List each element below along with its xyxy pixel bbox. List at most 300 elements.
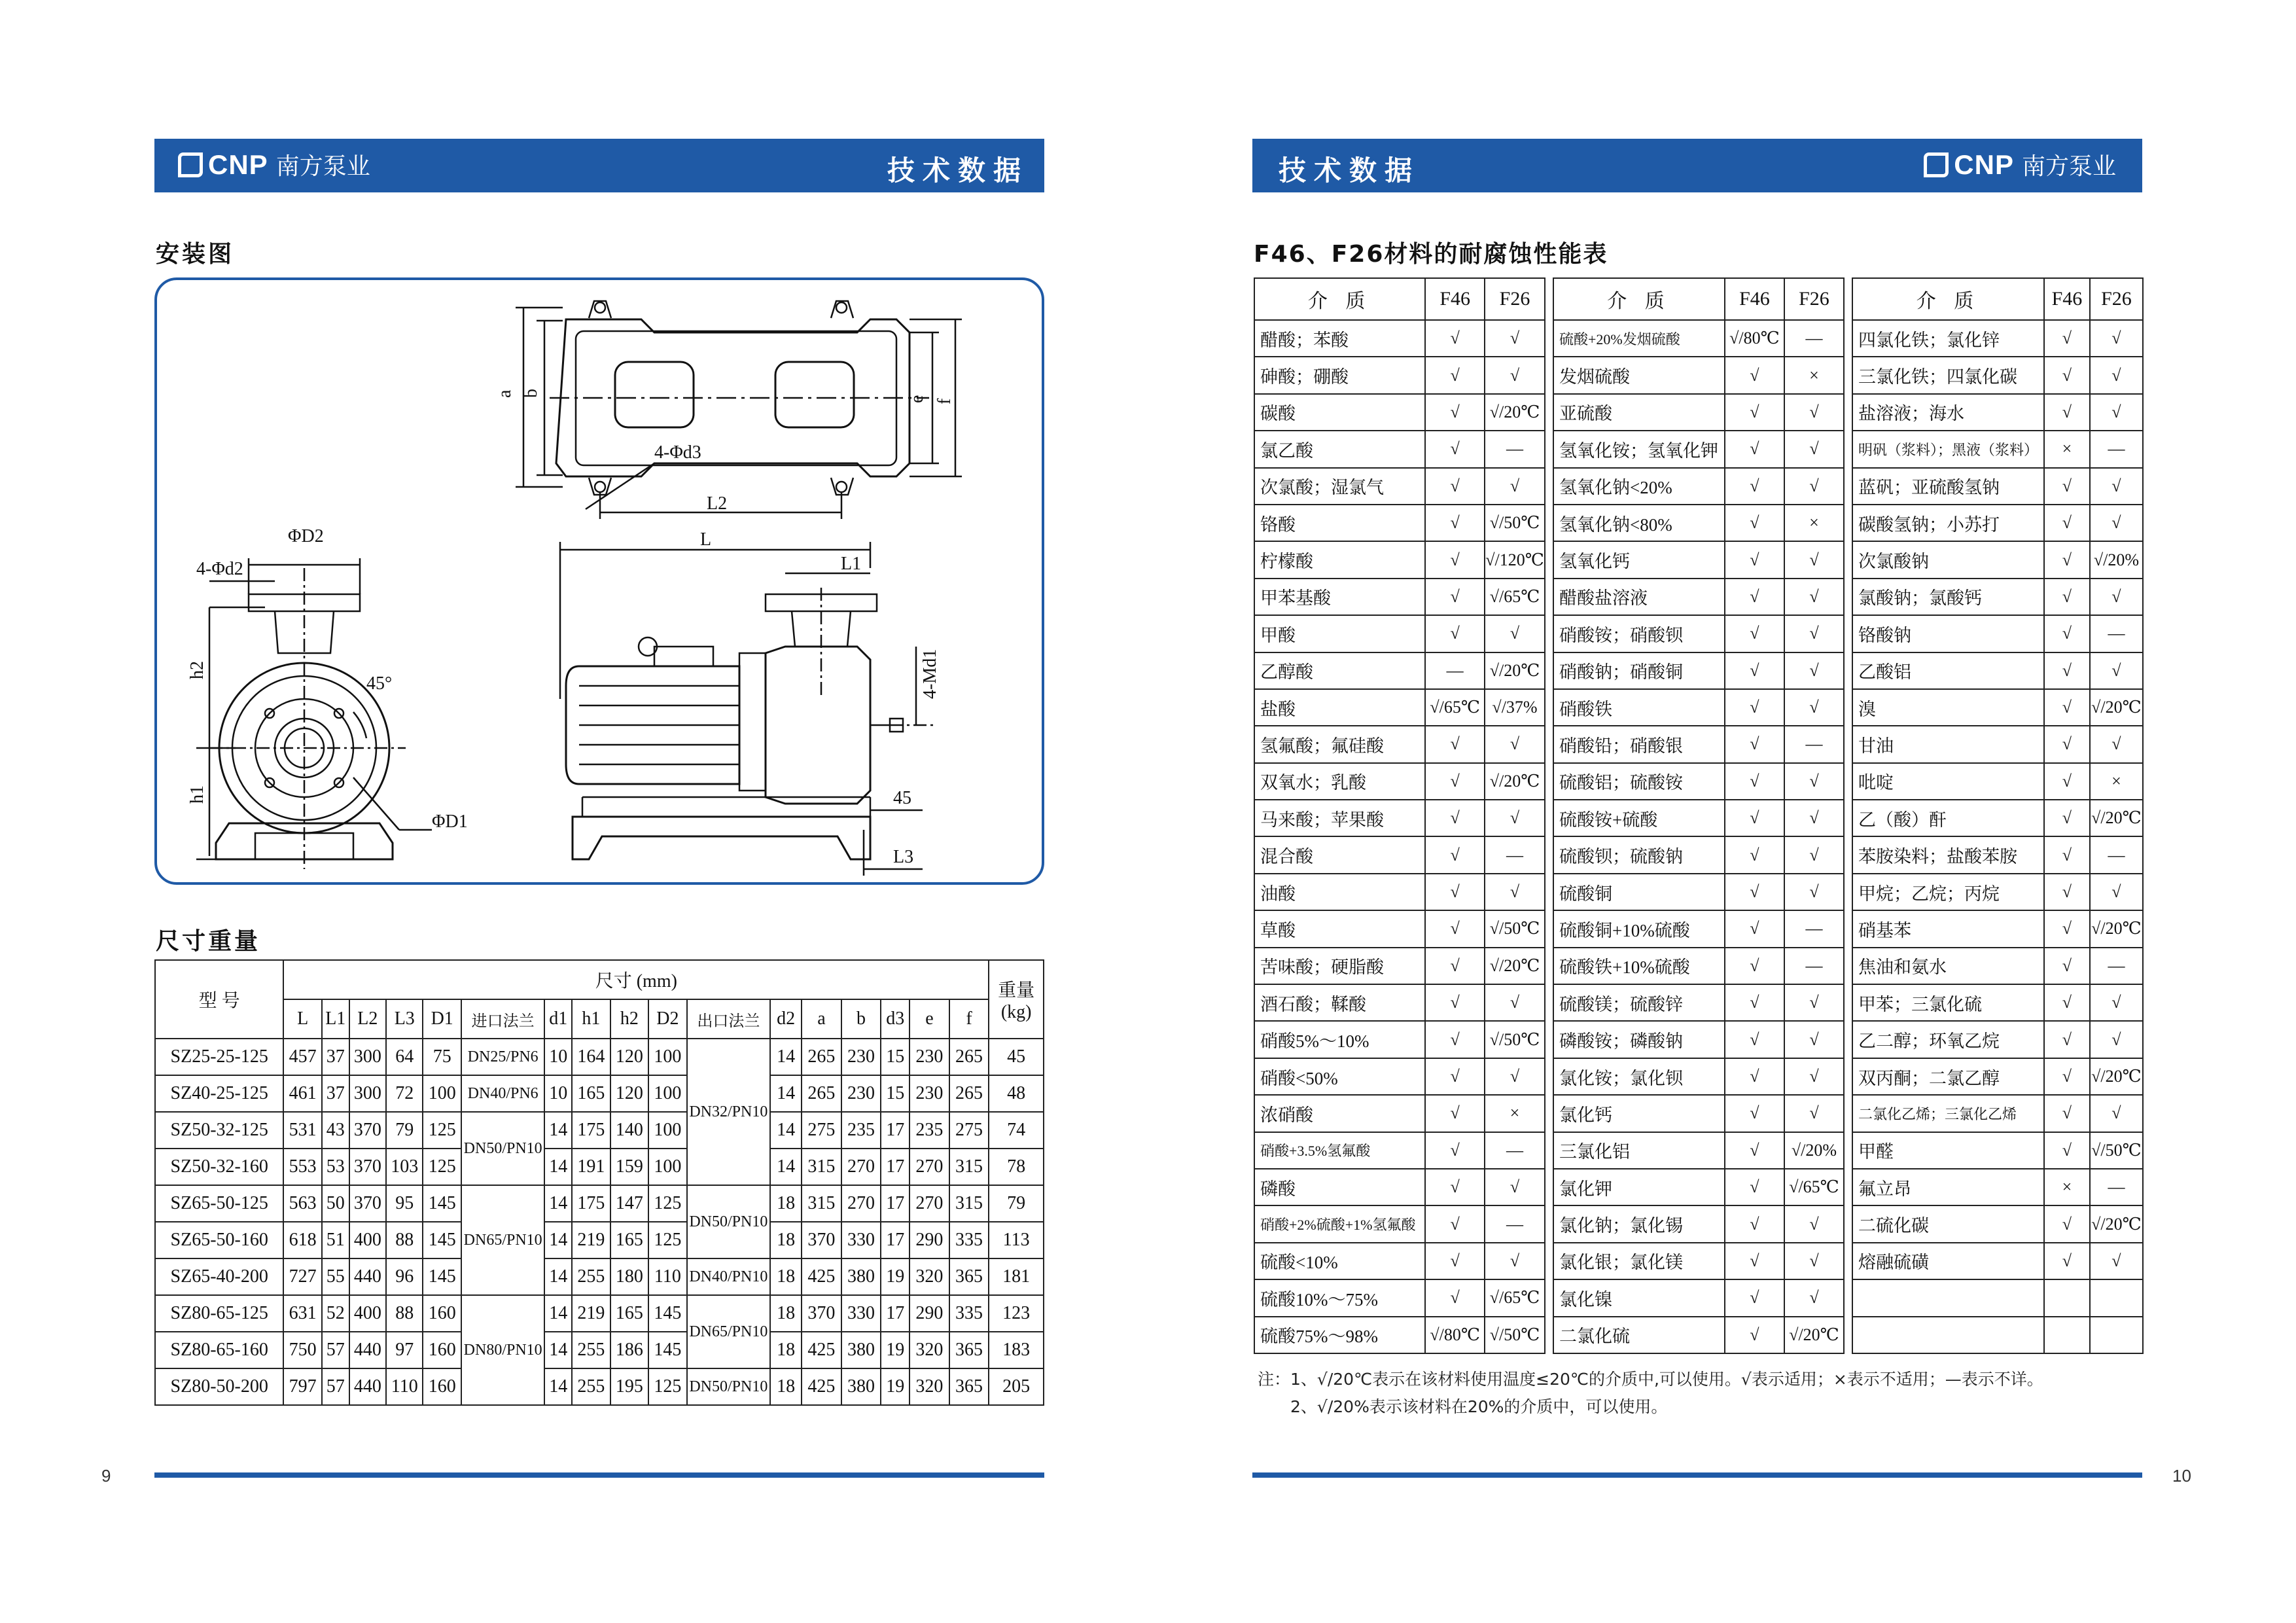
table-cell: 55 (322, 1258, 349, 1295)
table-cell: 235 (910, 1112, 949, 1149)
table-row (1254, 763, 1545, 800)
table-row (1254, 431, 1545, 467)
medium-cell: 氯化银；氯化镁 (1553, 1243, 1725, 1279)
f46-cell: √ (1425, 874, 1485, 910)
label-b: b (521, 389, 541, 398)
f46-cell: — (1425, 652, 1485, 689)
table-cell: 380 (841, 1368, 881, 1405)
f26-cell: √/50℃ (1485, 505, 1545, 541)
model-cell: SZ65-40-200 (155, 1258, 283, 1295)
table-row (1254, 1021, 1545, 1058)
table-row (1852, 689, 2143, 726)
f46-cell: √ (2044, 910, 2090, 947)
f46-cell: √ (2044, 1058, 2090, 1095)
f46-cell: √ (1425, 836, 1485, 873)
f26-cell: √ (1784, 689, 1844, 726)
label-Md1: 4-Md1 (920, 649, 940, 699)
f46-cell: √ (1425, 468, 1485, 505)
table-row (1553, 984, 1844, 1021)
col-header-f46: F46 (2044, 278, 2090, 320)
outlet-flange-cell: DN40/PN10 (687, 1258, 770, 1295)
medium-cell: 硫酸镁；硫酸锌 (1553, 984, 1725, 1021)
weight-header (989, 960, 1044, 1039)
front-view (196, 558, 432, 869)
f46-cell: √ (2044, 1243, 2090, 1279)
corrosion-table-2 (1553, 277, 1845, 1354)
table-cell: 100 (648, 1075, 686, 1112)
f26-cell: √/20℃ (2090, 910, 2143, 947)
table-cell: 145 (648, 1295, 686, 1332)
medium-cell: 混合酸 (1254, 836, 1425, 873)
table-cell: 57 (322, 1332, 349, 1368)
f46-cell: √ (2044, 357, 2090, 393)
table-cell: 145 (423, 1222, 461, 1258)
table-cell: 265 (949, 1075, 989, 1112)
right-header-title: 技术数据 (1279, 154, 1421, 187)
medium-cell: 磷酸 (1254, 1169, 1425, 1205)
medium-cell: 硫酸铵+硫酸 (1553, 800, 1725, 836)
table-row (1553, 431, 1844, 467)
table-cell: 235 (841, 1112, 881, 1149)
left-header-bar (154, 139, 1044, 192)
f26-cell: — (2090, 615, 2143, 652)
medium-cell: 苯胺染料；盐酸苯胺 (1852, 836, 2044, 873)
col-header-f46: F46 (1425, 278, 1485, 320)
f26-cell: √/120℃ (1485, 541, 1545, 578)
f46-cell: √ (1725, 1132, 1784, 1169)
medium-cell: 硫酸10%～75% (1254, 1279, 1425, 1316)
medium-cell: 氯化铵；氯化钡 (1553, 1058, 1725, 1095)
f26-cell: √/50℃ (1485, 1021, 1545, 1058)
medium-cell: 碳酸 (1254, 394, 1425, 431)
table-row (1254, 579, 1545, 615)
medium-cell: 硫酸铜 (1553, 874, 1725, 910)
table-cell: 320 (910, 1332, 949, 1368)
header-row (1553, 278, 1844, 320)
medium-cell: 二氯化硫 (1553, 1317, 1725, 1353)
table-row (1553, 1205, 1844, 1242)
col-header: d2 (770, 999, 802, 1039)
medium-cell: 乙二醇；环氧乙烷 (1852, 1021, 2044, 1058)
table-row (1254, 1169, 1545, 1205)
f46-cell: √ (1725, 431, 1784, 467)
table-row (1254, 1317, 1545, 1353)
f46-cell: √ (1425, 984, 1485, 1021)
table-cell: 370 (802, 1222, 841, 1258)
f46-cell: √ (2044, 505, 2090, 541)
f46-cell: √ (2044, 1205, 2090, 1242)
f26-cell: √ (2090, 1095, 2143, 1132)
medium-cell: 硫酸铝；硫酸铵 (1553, 763, 1725, 800)
table-cell: 618 (283, 1222, 321, 1258)
f26-cell: √ (1485, 320, 1545, 357)
f46-cell: √ (1425, 505, 1485, 541)
table-cell: 180 (610, 1258, 648, 1295)
f26-cell: √/65℃ (1485, 1279, 1545, 1316)
medium-cell: 蓝矾；亚硫酸氢钠 (1852, 468, 2044, 505)
pump-drawing-svg (157, 280, 1042, 882)
medium-cell: 乙醇酸 (1254, 652, 1425, 689)
table-row (1254, 874, 1545, 910)
f26-cell: × (1784, 505, 1844, 541)
medium-cell: 硫酸铁+10%硫酸 (1553, 948, 1725, 984)
inlet-flange-cell: DN25/PN6 (461, 1039, 544, 1075)
col-header: D2 (648, 999, 686, 1039)
table-cell: 380 (841, 1258, 881, 1295)
medium-cell: 乙（酸）酐 (1852, 800, 2044, 836)
table-cell: 79 (989, 1185, 1044, 1222)
table-cell: 750 (283, 1332, 321, 1368)
f26-cell: √/20℃ (1485, 948, 1545, 984)
col-header-f26: F26 (1784, 278, 1844, 320)
col-header-medium: 介 质 (1553, 278, 1725, 320)
table-cell: 380 (841, 1332, 881, 1368)
model-cell: SZ65-50-125 (155, 1185, 283, 1222)
table-cell: 53 (322, 1149, 349, 1185)
f46-cell: √ (2044, 836, 2090, 873)
table-cell: 110 (386, 1368, 423, 1405)
f46-cell: √ (1725, 1058, 1784, 1095)
left-header-title: 技术数据 (887, 154, 1029, 187)
f46-cell: √ (2044, 615, 2090, 652)
medium-cell: 乙酸铝 (1852, 652, 2044, 689)
medium-cell: 磷酸铵；磷酸钠 (1553, 1021, 1725, 1058)
f46-cell: √ (1725, 726, 1784, 762)
table-row (1852, 836, 2143, 873)
table-cell: 461 (283, 1075, 321, 1112)
f46-cell: √ (1425, 431, 1485, 467)
table-row (1254, 1279, 1545, 1316)
f26-cell: √ (1485, 874, 1545, 910)
f46-cell: √ (1725, 689, 1784, 726)
f26-cell: √ (1784, 1021, 1844, 1058)
medium-cell: 氢氟酸；氟硅酸 (1254, 726, 1425, 762)
cnp-logo-icon (1924, 152, 1949, 177)
table-row (1553, 320, 1844, 357)
table-cell: 270 (910, 1185, 949, 1222)
table-row (1852, 874, 2143, 910)
weight-header-label: 重量 (998, 980, 1035, 1001)
table-row (1852, 320, 2143, 357)
table-row (1553, 1243, 1844, 1279)
table-cell: 88 (386, 1295, 423, 1332)
f46-cell: √ (2044, 948, 2090, 984)
table-cell: 175 (572, 1185, 610, 1222)
f46-cell: √ (1425, 1205, 1485, 1242)
inlet-flange-cell: DN65/PN10 (461, 1185, 544, 1295)
table-row (1852, 1243, 2143, 1279)
f26-cell: √ (1485, 984, 1545, 1021)
medium-cell: 甲醛 (1852, 1132, 2044, 1169)
table-cell: 100 (423, 1075, 461, 1112)
f26-cell: √/20% (1784, 1132, 1844, 1169)
col-header-medium: 介 质 (1852, 278, 2044, 320)
col-header: 出口法兰 (687, 999, 770, 1039)
table-cell: 75 (423, 1039, 461, 1075)
f26-cell: √ (1784, 468, 1844, 505)
f46-cell: √ (1425, 320, 1485, 357)
f46-cell: √ (1425, 910, 1485, 947)
table-cell: 255 (572, 1368, 610, 1405)
medium-cell: 二氯化乙烯；三氯化乙烯 (1852, 1095, 2044, 1132)
table-cell: 19 (881, 1368, 910, 1405)
col-header: L3 (386, 999, 423, 1039)
model-cell: SZ25-25-125 (155, 1039, 283, 1075)
f26-cell: √/20℃ (1485, 394, 1545, 431)
table-cell: 10 (544, 1075, 572, 1112)
table-cell: 275 (802, 1112, 841, 1149)
f26-cell: √ (1784, 800, 1844, 836)
table-row (1553, 1095, 1844, 1132)
col-header-medium: 介 质 (1254, 278, 1425, 320)
inlet-flange-cell: DN40/PN6 (461, 1075, 544, 1112)
right-page-number: 10 (2172, 1466, 2191, 1486)
table-cell: 265 (949, 1039, 989, 1075)
col-header-f26: F26 (2090, 278, 2143, 320)
right-header-bar (1252, 139, 2142, 192)
medium-cell: 碳酸氢钠；小苏打 (1852, 505, 2044, 541)
f46-cell: √ (2044, 1132, 2090, 1169)
f26-cell: — (1784, 910, 1844, 947)
medium-cell: 氯酸钠；氯酸钙 (1852, 579, 2044, 615)
table-cell: 18 (770, 1222, 802, 1258)
table-row (1254, 836, 1545, 873)
label-h2: h2 (187, 661, 207, 679)
medium-cell: 三氯化铁；四氯化碳 (1852, 357, 2044, 393)
table-cell: 440 (349, 1368, 386, 1405)
medium-cell: 氢氧化钠<20% (1553, 468, 1725, 505)
f46-cell (2044, 1279, 2090, 1316)
table-cell: 43 (322, 1112, 349, 1149)
f46-cell: √ (1725, 357, 1784, 393)
table-cell: 230 (910, 1075, 949, 1112)
table-cell: 19 (881, 1258, 910, 1295)
medium-cell: 吡啶 (1852, 763, 2044, 800)
table-cell: 96 (386, 1258, 423, 1295)
medium-cell: 次氯酸；湿氯气 (1254, 468, 1425, 505)
right-footer-line (1252, 1472, 2142, 1478)
f46-cell: √ (2044, 1021, 2090, 1058)
table-row (1254, 394, 1545, 431)
table-cell: 18 (770, 1258, 802, 1295)
f26-cell: √ (1485, 726, 1545, 762)
table-row (1852, 984, 2143, 1021)
f46-cell: √ (1725, 1243, 1784, 1279)
f26-cell: √ (2090, 1021, 2143, 1058)
f26-cell: √ (1784, 1279, 1844, 1316)
col-header: h1 (572, 999, 610, 1039)
medium-cell (1852, 1317, 2044, 1353)
table-cell: 160 (423, 1368, 461, 1405)
table-row (1553, 1317, 1844, 1353)
f26-cell: — (2090, 1169, 2143, 1205)
medium-cell: 盐酸 (1254, 689, 1425, 726)
table-cell: 315 (802, 1149, 841, 1185)
outlet-flange-cell: DN65/PN10 (687, 1295, 770, 1368)
medium-cell: 次氯酸钠 (1852, 541, 2044, 578)
label-d3: 4-Φd3 (654, 442, 701, 463)
label-L2: L2 (707, 493, 728, 514)
table-row (1553, 1279, 1844, 1316)
table-row (1254, 948, 1545, 984)
medium-cell: 明矾（浆料）；黑液（浆料） (1852, 431, 2044, 467)
label-D2: ΦD2 (288, 526, 324, 546)
f26-cell: — (1485, 1205, 1545, 1242)
table-row (1852, 615, 2143, 652)
medium-cell: 三氯化铝 (1553, 1132, 1725, 1169)
f26-cell: √ (1485, 1058, 1545, 1095)
medium-cell: 硝酸5%～10% (1254, 1021, 1425, 1058)
table-cell: 255 (572, 1332, 610, 1368)
table-cell: 50 (322, 1185, 349, 1222)
f26-cell: — (1784, 948, 1844, 984)
label-L1: L1 (841, 554, 862, 574)
f26-cell: √ (1485, 1169, 1545, 1205)
table-cell: 335 (949, 1295, 989, 1332)
table-cell: 631 (283, 1295, 321, 1332)
table-cell: 553 (283, 1149, 321, 1185)
col-header: D1 (423, 999, 461, 1039)
f26-cell: √ (1784, 652, 1844, 689)
table-cell: 14 (544, 1368, 572, 1405)
size-header: 尺寸 (mm) (283, 960, 989, 999)
table-cell: 14 (544, 1149, 572, 1185)
table-row (1852, 468, 2143, 505)
medium-cell: 氢氧化钙 (1553, 541, 1725, 578)
table-row (1254, 984, 1545, 1021)
table-cell: 125 (423, 1149, 461, 1185)
table-row (1553, 689, 1844, 726)
table-cell: 78 (989, 1149, 1044, 1185)
table-cell: 365 (949, 1332, 989, 1368)
table-cell: 230 (841, 1075, 881, 1112)
f26-cell: √/20℃ (1485, 763, 1545, 800)
header-row (1852, 278, 2143, 320)
label-L3: L3 (893, 847, 914, 867)
table-cell: 457 (283, 1039, 321, 1075)
f46-cell: √ (2044, 689, 2090, 726)
table-row (1254, 541, 1545, 578)
f46-cell: √ (2044, 763, 2090, 800)
table-cell: 14 (544, 1332, 572, 1368)
col-header: L (283, 999, 321, 1039)
table-cell: 64 (386, 1039, 423, 1075)
dim-title: 尺寸重量 (156, 928, 261, 955)
table-cell: 195 (610, 1368, 648, 1405)
table-cell: 205 (989, 1368, 1044, 1405)
table-cell: 440 (349, 1332, 386, 1368)
table-row (1553, 505, 1844, 541)
table-cell: 727 (283, 1258, 321, 1295)
medium-cell: 硫酸+20%发烟硫酸 (1553, 320, 1725, 357)
table-row (1254, 910, 1545, 947)
table-row (1553, 726, 1844, 762)
f46-cell: √ (1425, 357, 1485, 393)
table-row (1553, 468, 1844, 505)
table-row (155, 1112, 1044, 1149)
f26-cell: √/50℃ (2090, 1132, 2143, 1169)
table-row (1553, 1169, 1844, 1205)
f26-cell: √/50℃ (1485, 1317, 1545, 1353)
f46-cell: √ (1425, 763, 1485, 800)
col-header: e (910, 999, 949, 1039)
f46-cell: √ (2044, 652, 2090, 689)
medium-cell: 油酸 (1254, 874, 1425, 910)
medium-cell: 硝酸铅；硝酸银 (1553, 726, 1725, 762)
f26-cell (2090, 1317, 2143, 1353)
table-row (1852, 579, 2143, 615)
f26-cell: √ (2090, 984, 2143, 1021)
table-cell: 52 (322, 1295, 349, 1332)
col-header: d1 (544, 999, 572, 1039)
table-cell: 18 (770, 1332, 802, 1368)
f46-cell: √ (1725, 1095, 1784, 1132)
medium-cell: 硫酸75%～98% (1254, 1317, 1425, 1353)
medium-cell: 氟立昂 (1852, 1169, 2044, 1205)
f46-cell: √/80℃ (1425, 1317, 1485, 1353)
table-cell: 270 (841, 1185, 881, 1222)
corrosion-title: F46、F26材料的耐腐蚀性能表 (1254, 241, 1608, 268)
medium-cell: 硝酸+3.5%氢氟酸 (1254, 1132, 1425, 1169)
table-cell: 275 (949, 1112, 989, 1149)
dimension-table-body (155, 1039, 1044, 1405)
medium-cell (1852, 1279, 2044, 1316)
table-row (1852, 726, 2143, 762)
table-cell: 181 (989, 1258, 1044, 1295)
table-row (1254, 1132, 1545, 1169)
table-row (1852, 1205, 2143, 1242)
table-cell: 165 (610, 1222, 648, 1258)
table-row (1254, 468, 1545, 505)
model-cell: SZ80-65-160 (155, 1332, 283, 1368)
table-cell: 14 (544, 1295, 572, 1332)
f46-cell: × (2044, 431, 2090, 467)
table-row (1553, 357, 1844, 393)
table-cell: 125 (648, 1185, 686, 1222)
table-cell: 531 (283, 1112, 321, 1149)
table-cell: 164 (572, 1039, 610, 1075)
table-cell: 19 (881, 1332, 910, 1368)
table-cell: 365 (949, 1368, 989, 1405)
label-a: a (495, 389, 515, 398)
f26-cell: — (1784, 726, 1844, 762)
f46-cell: √ (2044, 984, 2090, 1021)
table-cell: 270 (841, 1149, 881, 1185)
f46-cell: √ (1425, 1021, 1485, 1058)
medium-cell: 焦油和氨水 (1852, 948, 2044, 984)
table-cell: 255 (572, 1258, 610, 1295)
model-cell: SZ40-25-125 (155, 1075, 283, 1112)
table-row (1254, 1058, 1545, 1095)
table-cell: 79 (386, 1112, 423, 1149)
table-cell: 18 (770, 1295, 802, 1332)
f26-cell: √ (2090, 652, 2143, 689)
table-cell: 335 (949, 1222, 989, 1258)
note-1: 注：1、√/20℃表示在该材料使用温度≤20℃的介质中,可以使用。√表示适用；×表示不适用；—表示不详。 (1258, 1370, 2043, 1389)
f26-cell: — (1485, 431, 1545, 467)
table-cell: 370 (349, 1112, 386, 1149)
medium-cell: 双丙酮；二氯乙醇 (1852, 1058, 2044, 1095)
table-row (1553, 874, 1844, 910)
table-cell: 563 (283, 1185, 321, 1222)
inlet-flange-cell: DN50/PN10 (461, 1112, 544, 1185)
table-cell: 57 (322, 1368, 349, 1405)
table-row (1254, 1095, 1545, 1132)
table-cell: 175 (572, 1112, 610, 1149)
table-cell: 113 (989, 1222, 1044, 1258)
table-row (1852, 1021, 2143, 1058)
table-row (1254, 1243, 1545, 1279)
